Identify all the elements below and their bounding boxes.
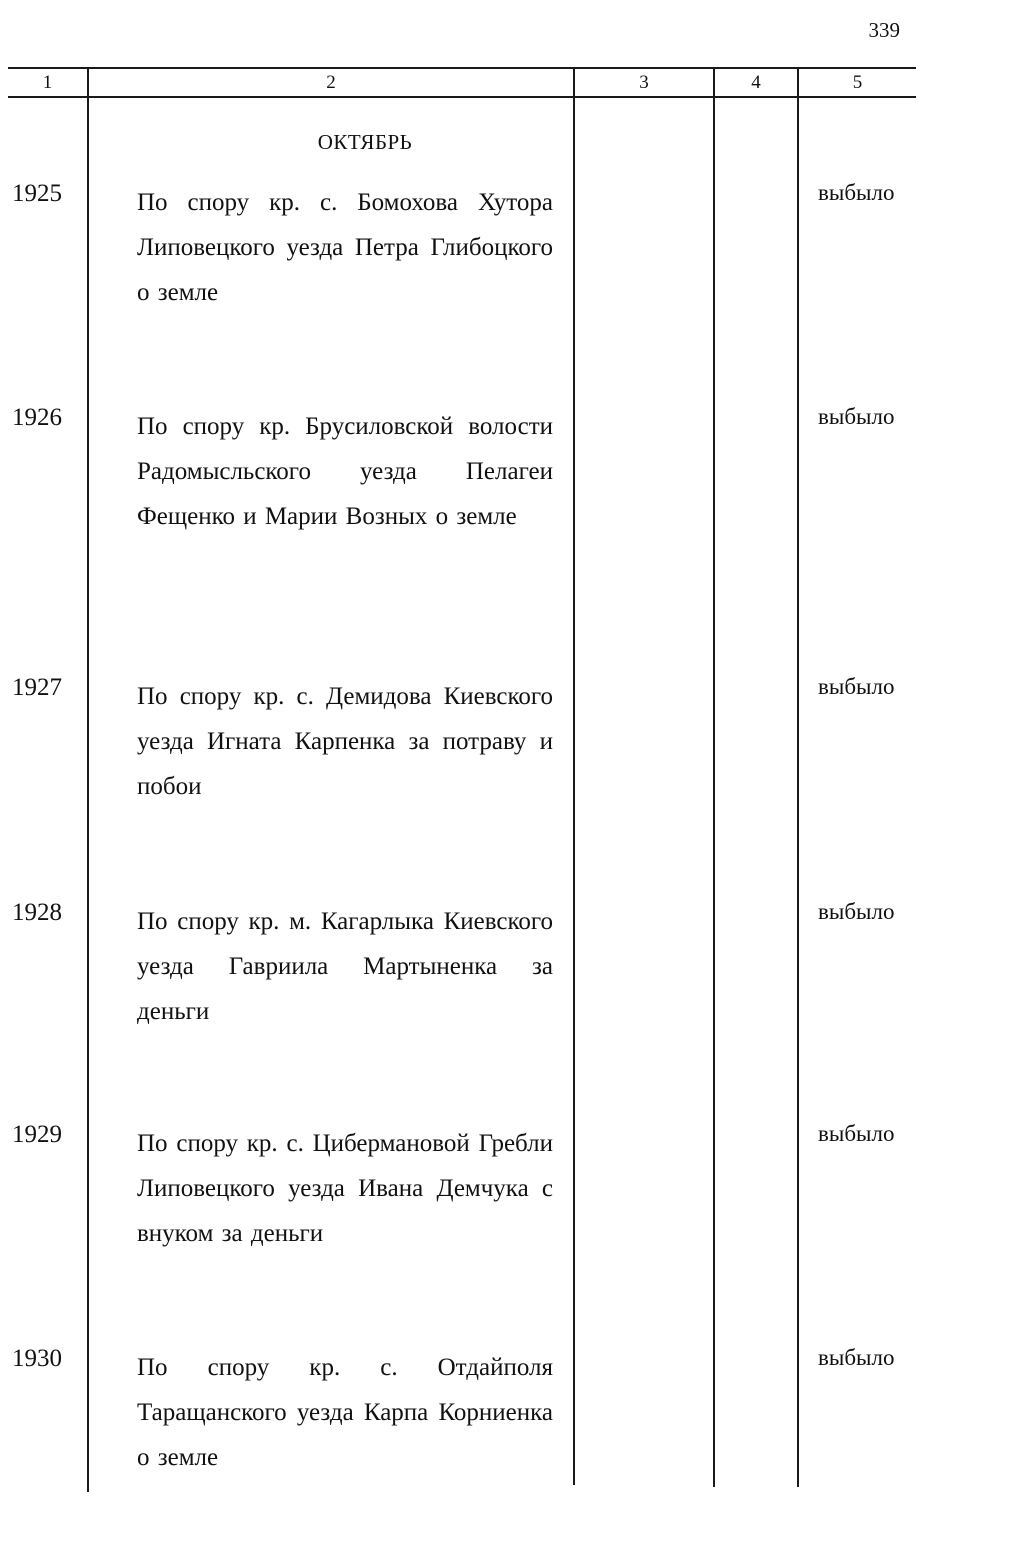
entry-row <box>0 674 1024 834</box>
entry-text: По спору кр. Брусиловской волости Радомысльского уезда Пелагеи Фещенко и Марии Возных о земле <box>137 413 553 530</box>
column-header-4: 4 <box>751 72 761 93</box>
entry-number: 1926 <box>12 404 62 431</box>
column-header-3: 3 <box>639 72 649 93</box>
entry-number: 1925 <box>12 180 62 207</box>
table-top-rule <box>8 67 916 69</box>
column-header-1: 1 <box>42 72 53 93</box>
entry-text: По спору кр. с. Отдайполя Таращанского уезда Карпа Корниенка о земле <box>137 1354 553 1471</box>
column-header-5: 5 <box>852 72 863 93</box>
entry-text: По спору кр. с. Бомохова Хутора Липовецкого уезда Петра Глибоцкого о земле <box>137 189 553 306</box>
entry-status: выбыло <box>818 1121 895 1146</box>
entry-status: выбыло <box>818 899 895 924</box>
entry-number: 1927 <box>12 674 62 701</box>
entry-row <box>0 1345 1024 1505</box>
entry-status: выбыло <box>818 674 895 699</box>
entry-number: 1928 <box>12 899 62 926</box>
entry-number: 1929 <box>12 1121 62 1148</box>
entry-status: выбыло <box>818 180 895 205</box>
table-header-rule <box>8 96 916 98</box>
entry-row <box>0 180 1024 340</box>
entry-row <box>0 899 1024 1059</box>
entry-row <box>0 1121 1024 1281</box>
page-number: 339 <box>868 18 900 42</box>
entry-number: 1930 <box>12 1345 62 1372</box>
column-header-2: 2 <box>326 72 336 93</box>
entry-row <box>0 404 1024 564</box>
entry-status: выбыло <box>818 1345 895 1370</box>
entry-status: выбыло <box>818 404 895 429</box>
entry-text: По спору кр. с. Демидова Киевского уезда Игната Карпенка за потраву и побои <box>137 683 553 800</box>
entry-text: По спору кр. м. Кагарлыка Киевского уезда Гавриила Мартыненка за деньги <box>137 908 553 1025</box>
entry-text: По спору кр. с. Цибермановой Гребли Липовецкого уезда Ивана Демчука с внуком за деньги <box>137 1130 553 1247</box>
month-heading: ОКТЯБРЬ <box>317 130 413 154</box>
